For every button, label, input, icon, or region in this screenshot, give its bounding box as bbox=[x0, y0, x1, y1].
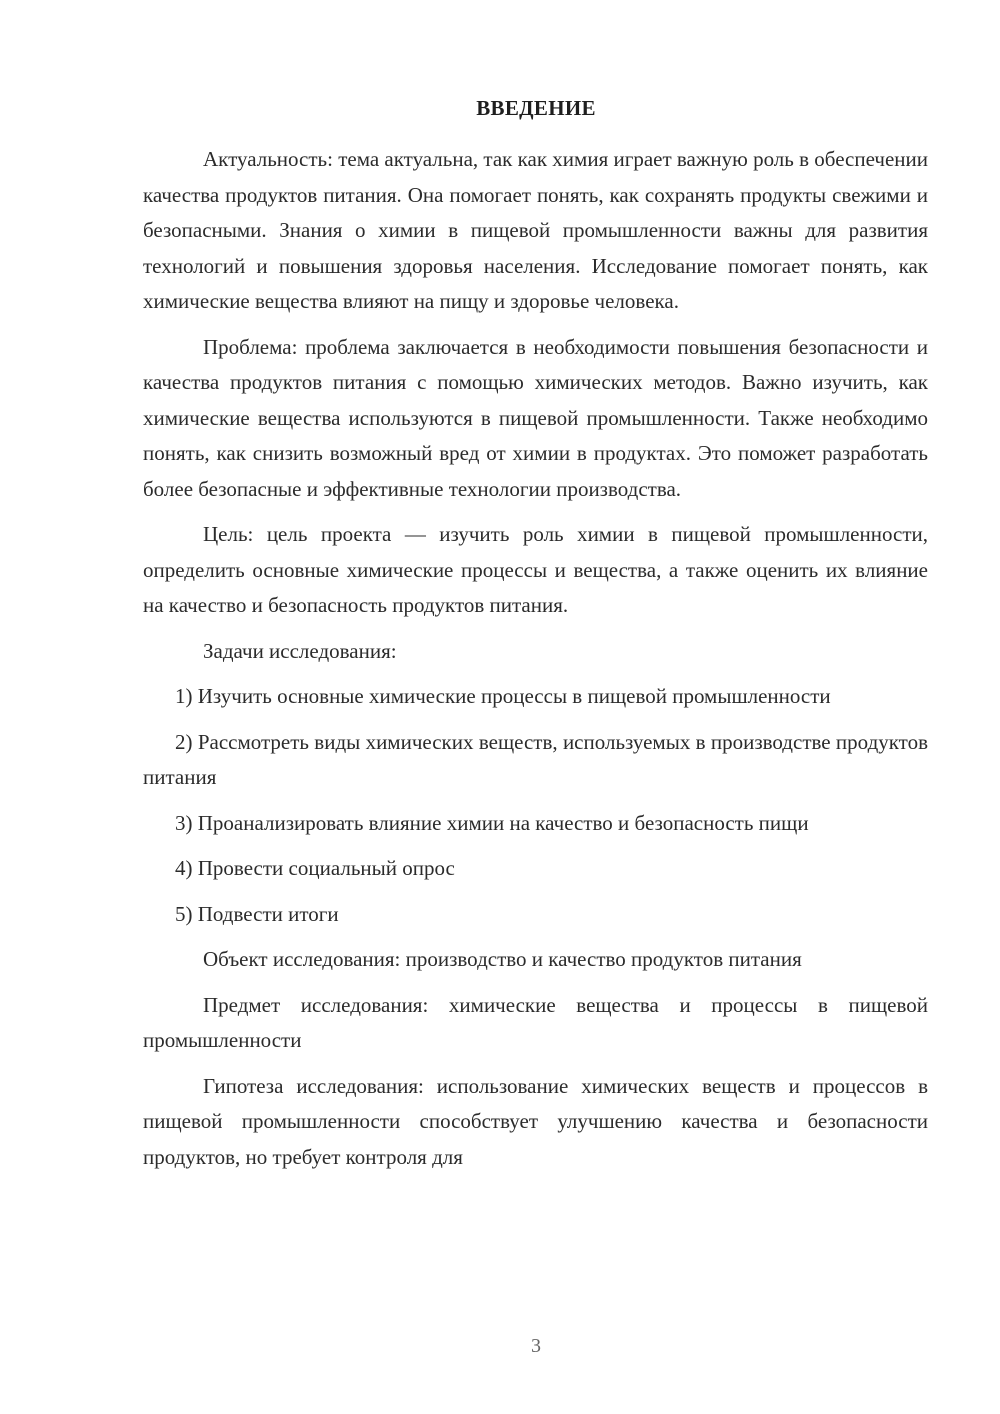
page-number: 3 bbox=[531, 1335, 541, 1357]
task-item-2: 2) Рассмотреть виды химических веществ, используемых в производстве продуктов питания bbox=[143, 729, 928, 789]
task-item-1: 1) Изучить основные химические процессы в пищевой промышленности bbox=[175, 684, 831, 708]
paragraph-goal: Цель: цель проекта — изучить роль химии в пищевой промышленности, определить основные химические процессы и вещества, а также оценить их влияние на качество и безопасность продуктов питания. bbox=[143, 522, 928, 617]
paragraph-subject: Предмет исследования: химические вещества и процессы в пищевой промышленности bbox=[143, 992, 928, 1052]
task-item-5: 5) Подвести итоги bbox=[175, 901, 339, 926]
document-body bbox=[143, 142, 928, 1185]
paragraph-relevance: Актуальность: тема актуальна, так как химия играет важную роль в обеспечении качества продуктов питания. Она помогает понять, как сохранять продукты свежими и безопасными. Знания о химии в пищевой промышленности важны для развития технологий и повышения здоровья населения. Исследование помогает понять, как химические вещества влияют на пищу и здоровье человека. bbox=[143, 147, 928, 313]
paragraph-object: Объект исследования: производство и качество продуктов питания bbox=[203, 947, 802, 971]
page-title: ВВЕДЕНИЕ bbox=[476, 96, 596, 120]
paragraph-problem: Проблема: проблема заключается в необходимости повышения безопасности и качества продуктов питания с помощью химических методов. Важно изучить, как химические вещества используются в пищевой промышленности. Также необходимо понять, как снизить возможный вред от химии в продуктах. Это поможет разработать более безопасные и эффективные технологии производства. bbox=[143, 334, 928, 501]
paragraph-tasks-heading: Задачи исследования: bbox=[203, 638, 397, 663]
paragraph-hypothesis: Гипотеза исследования: использование химических веществ и процессов в пищевой промышленности способствует улучшению качества и безопасности продуктов, но требует контроля для bbox=[143, 1073, 928, 1169]
task-item-4: 4) Провести социальный опрос bbox=[175, 856, 455, 880]
task-item-3: 3) Проанализировать влияние химии на качество и безопасность пищи bbox=[175, 810, 809, 835]
